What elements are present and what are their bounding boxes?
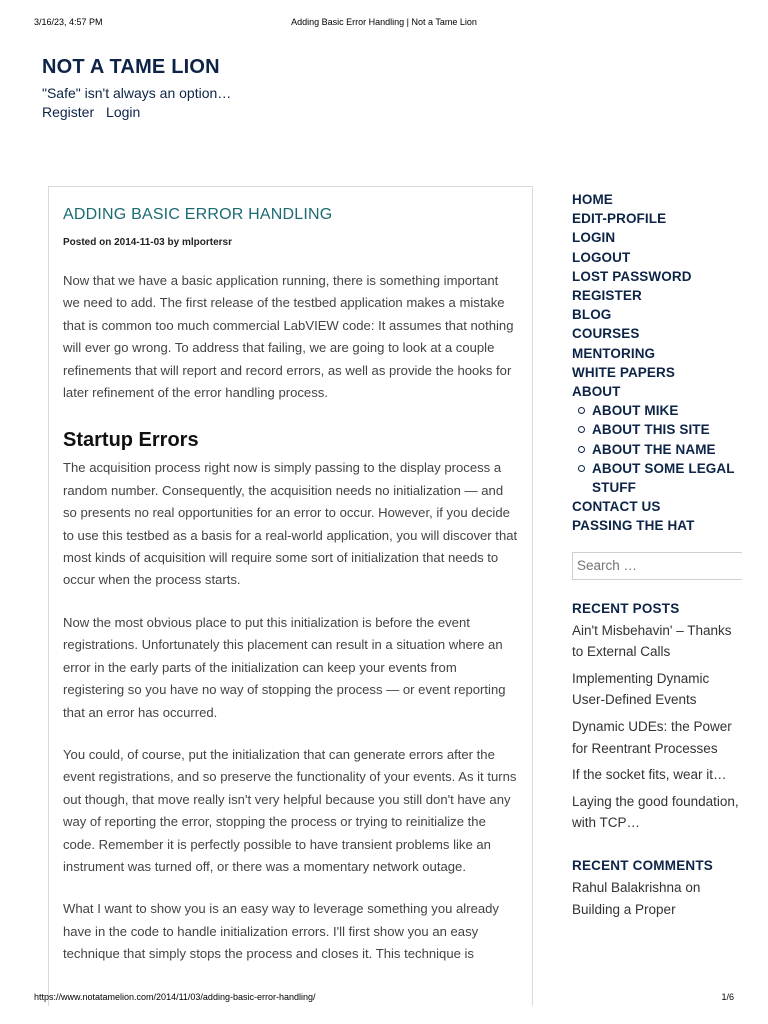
nav-lost-password[interactable]: LOST PASSWORD: [572, 268, 692, 284]
site-title[interactable]: NOT A TAME LION: [42, 56, 220, 78]
paragraph: You could, of course, put the initialization that can generate errors after the event registrations, and so preserve the functionality of your events. As it turns out though, that move really isn't very helpful because you still don't have any way of reporting the error, stopping the process or trying to reinitialize the code. Remember it is perfectly possible to have transient problems like an instrument was turned off, or there was a momentary network outage.: [63, 746, 517, 874]
site-header: [42, 56, 542, 120]
print-header: [0, 17, 768, 31]
paragraph: Now the most obvious place to put this initialization is before the event registrations. Unfortunately this placement can result in a situation where an error in the early parts of the initialization can keep your events from registering so you have no way of stopping the process — or event reporting that an error has occurred.: [63, 614, 506, 720]
paragraph: What I want to show you is an easy way to leverage something you already have in the code to handle initialization errors. I'll first show you an easy technique that simply stops the process and closes it. This technique is: [63, 901, 499, 962]
section-heading: Startup Errors: [63, 429, 199, 452]
nav-about-name[interactable]: ABOUT THE NAME: [578, 440, 742, 459]
register-link[interactable]: Register: [42, 104, 95, 120]
nav-about-mike[interactable]: ABOUT MIKE: [578, 401, 742, 420]
recent-posts-title: RECENT POSTS: [572, 600, 680, 616]
nav-about-label[interactable]: ABOUT: [572, 384, 621, 400]
main-nav: [572, 190, 742, 536]
recent-posts-widget: [572, 601, 742, 834]
post-author-link[interactable]: mlportersr: [181, 237, 232, 248]
print-datetime: 3/16/23, 4:57 PM: [34, 17, 103, 27]
nav-home[interactable]: HOME: [572, 192, 613, 207]
nav-logout[interactable]: LOGOUT: [572, 249, 631, 265]
sidebar: [572, 190, 742, 925]
recent-comments-title: RECENT COMMENTS: [572, 858, 713, 873]
recent-comment-item[interactable]: Rahul Balakrishna on Building a Proper: [572, 880, 701, 917]
site-tagline: "Safe" isn't always an option…: [42, 85, 232, 101]
recent-post-link[interactable]: If the socket fits, wear it…: [572, 767, 727, 783]
post-date-link[interactable]: 2014-11-03: [114, 237, 165, 248]
login-link[interactable]: Login: [106, 104, 141, 120]
recent-post-link[interactable]: Laying the good foundation, with TCP…: [572, 793, 739, 831]
nav-blog[interactable]: BLOG: [572, 307, 612, 323]
paragraph: Now that we have a basic application running, there is something important we need to add. The first release of the testbed application makes a mistake that is common too much commercial LabVIEW code: It assumes that nothing will ever go wrong. To address that failing, we are going to look at a couple refinements that will report and record errors, as well as provide the hooks for later refinement of the error handling process.: [63, 273, 514, 401]
post-article: [48, 186, 533, 1006]
paragraph: The acquisition process right now is simply passing to the display process a random number. Consequently, the acquisition needs no initialization — and so presents no real opportunities for an error to occur. However, if you decide to use this testbed as a basis for a real-world application, you will discover that most kinds of acquisition will require some sort of initialization that needs to occur when the process starts.: [63, 460, 518, 588]
recent-comments-list: [572, 877, 742, 920]
search-input[interactable]: [572, 552, 742, 580]
nav-about[interactable]: [572, 382, 742, 497]
print-doc-title: Adding Basic Error Handling | Not a Tame Lion: [291, 17, 477, 27]
nav-about-site[interactable]: ABOUT THIS SITE: [578, 420, 742, 439]
nav-edit-profile[interactable]: EDIT-PROFILE: [572, 211, 667, 227]
nav-mentoring[interactable]: MENTORING: [572, 345, 656, 361]
nav-about-legal[interactable]: ABOUT SOME LEGAL STUFF: [578, 459, 742, 497]
print-footer: [0, 992, 768, 1006]
recent-posts-list: [572, 620, 742, 834]
recent-post-link[interactable]: Dynamic UDEs: the Power for Reentrant Processes: [572, 719, 732, 756]
print-url: https://www.notatamelion.com/2014/11/03/adding-basic-error-handling/: [34, 992, 316, 1002]
recent-post-link[interactable]: Implementing Dynamic User-Defined Events: [572, 670, 710, 708]
nav-courses[interactable]: COURSES: [572, 326, 640, 342]
nav-passing-hat[interactable]: PASSING THE HAT: [572, 518, 695, 534]
nav-white-papers[interactable]: WHITE PAPERS: [572, 364, 675, 380]
print-page-number: 1/6: [721, 992, 734, 1002]
posted-on-label: Posted on: [63, 237, 112, 248]
site-account-links: [42, 104, 542, 120]
recent-post-link[interactable]: Ain't Misbehavin' – Thanks to External Calls: [572, 622, 732, 660]
by-label: by: [167, 237, 180, 248]
post-meta: [63, 237, 518, 248]
nav-register[interactable]: REGISTER: [572, 288, 642, 304]
post-title[interactable]: ADDING BASIC ERROR HANDLING: [63, 206, 333, 223]
recent-comments-widget: [572, 858, 742, 920]
nav-login[interactable]: LOGIN: [572, 230, 616, 246]
nav-contact[interactable]: CONTACT US: [572, 499, 661, 515]
about-submenu: [572, 401, 742, 497]
